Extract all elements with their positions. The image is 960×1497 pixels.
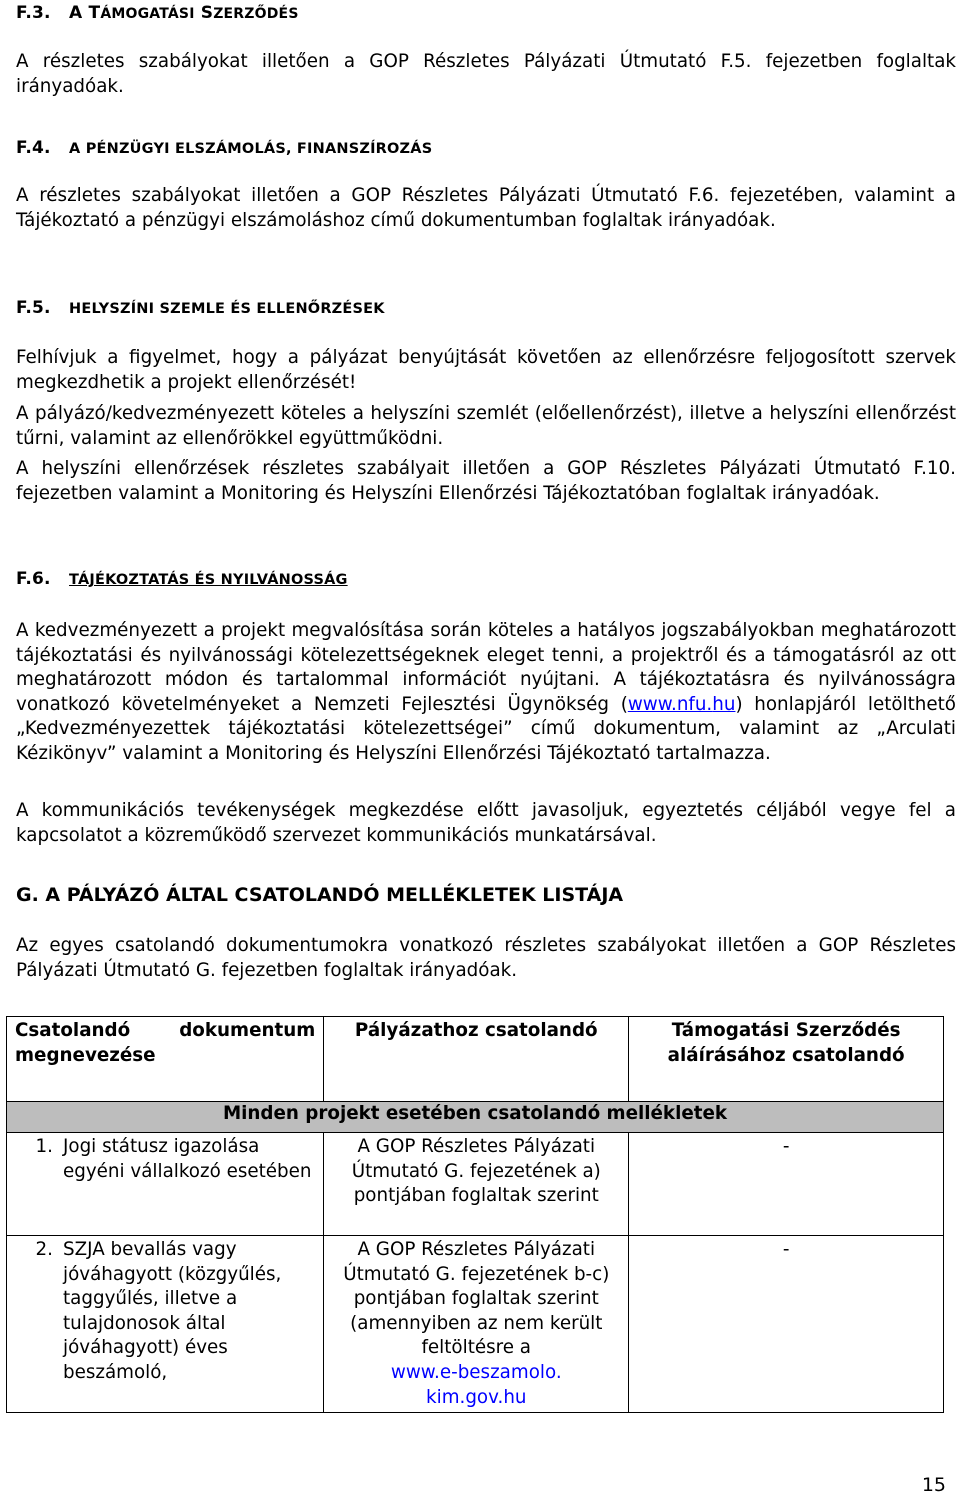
table-subheader: Minden projekt esetében csatolandó mellékletek <box>7 1102 944 1133</box>
row-number: 2. <box>35 1239 53 1260</box>
contract-cell: - <box>629 1236 944 1413</box>
section-title-part: S <box>194 3 214 23</box>
doc-name: Jogi státusz igazolása egyéni vállalkozó esetében <box>63 1136 312 1182</box>
table-header-document: Csatolandó dokumentum megnevezése <box>7 1017 324 1102</box>
section-heading-f4 <box>16 138 432 158</box>
paragraph: A részletes szabályokat illetően a GOP Részletes Pályázati Útmutató F.6. fejezetében, valamint a Tájékoztató a pénzügyi elszámoláshoz című dokumentumban foglaltak irányadóak. <box>16 185 956 231</box>
application-cell <box>324 1236 629 1413</box>
section-number: F.5. <box>16 298 51 318</box>
page-number: 15 <box>921 1474 946 1496</box>
contract-cell: - <box>629 1133 944 1236</box>
section-title: A PÉNZÜGYI ELSZÁMOLÁS, FINANSZÍROZÁS <box>69 141 433 157</box>
table-header-contract: Támogatási Szerződés aláírásához csatolandó <box>629 1017 944 1102</box>
section-heading-f5 <box>16 298 385 318</box>
paragraph: A helyszíni ellenőrzések részletes szabályait illetően a GOP Részletes Pályázati Útmutató F.10. fejezetben valamint a Monitoring és Helyszíni Ellenőrzési Tájékoztatóban foglaltak irányadóak. <box>16 458 956 504</box>
paragraph: A részletes szabályokat illetően a GOP Részletes Pályázati Útmutató F.5. fejezetben foglaltak irányadóak. <box>16 51 956 97</box>
section-heading-f3 <box>16 3 299 23</box>
section-number: F.4. <box>16 138 51 158</box>
row-number: 1. <box>35 1136 53 1157</box>
section-title-part: ZERZŐDÉS <box>213 6 299 22</box>
section-title-part: A T <box>69 3 101 23</box>
table-row <box>7 1236 944 1413</box>
e-beszamolo-link-domain[interactable]: kim.gov.hu <box>426 1386 527 1408</box>
table-row <box>7 1133 944 1236</box>
section-number: F.3. <box>16 3 51 23</box>
doc-cell <box>7 1133 324 1236</box>
section-title: HELYSZÍNI SZEMLE ÉS ELLENŐRZÉSEK <box>69 301 385 317</box>
e-beszamolo-link[interactable]: www.e-beszamolo. <box>390 1361 562 1383</box>
doc-cell <box>7 1236 324 1413</box>
paragraph-text: A kedvezményezett a projekt megvalósítása során köteles a hatályos jogszabályokban meghatározott tájékoztatási és nyilvánossági kötelezettségeknek eleget tenni, a projektről és a támogatásról az ott meghatározott módon és tartalommal információt nyújtani. A tájékoztatásra és nyilvánosságra vonatkozó követelményeket a Nemzeti Fejlesztési Ügynökség ( <box>16 620 956 715</box>
section-title-part: ÁMOGATÁSI <box>100 6 195 22</box>
paragraph: A pályázó/kedvezményezett köteles a helyszíni szemlét (előellenőrzést), illetve a helyszíni ellenőrzést tűrni, valamint az ellenőrökkel együttműködni. <box>16 403 956 449</box>
section-number: F.6. <box>16 569 51 589</box>
section-title: TÁJÉKOZTATÁS ÉS NYILVÁNOSSÁG <box>69 572 348 588</box>
doc-name: SZJA bevallás vagy jóváhagyott (közgyűlés, taggyűlés, illetve a tulajdonosok által jóváhagyott) éves beszámoló, <box>63 1239 282 1383</box>
application-cell: A GOP Részletes Pályázati Útmutató G. fejezetének a) pontjában foglaltak szerint <box>324 1133 629 1236</box>
paragraph: Az egyes csatolandó dokumentumokra vonatkozó részletes szabályokat illetően a GOP Részletes Pályázati Útmutató G. fejezetben foglaltak irányadóak. <box>16 935 956 981</box>
paragraph <box>16 619 956 767</box>
table-subheader-row <box>7 1102 944 1133</box>
attachments-table <box>6 1016 944 1413</box>
paragraph: Felhívjuk a figyelmet, hogy a pályázat benyújtását követően az ellenőrzésre feljogosított szervek megkezdhetik a projekt ellenőrzését! <box>16 347 956 393</box>
nfu-link[interactable]: www.nfu. <box>627 693 713 715</box>
nfu-link-tld[interactable]: hu <box>712 693 736 715</box>
section-heading-f6 <box>16 569 348 589</box>
paragraph: A kommunikációs tevékenységek megkezdése előtt javasoljuk, egyeztetés céljából vegye fel a kapcsolatot a közreműködő szervezet kommunikációs munkatársával. <box>16 800 956 846</box>
table-header-application: Pályázathoz csatolandó <box>324 1017 629 1102</box>
application-text: A GOP Részletes Pályázati Útmutató G. fejezetének b-c) pontjában foglaltak szerint (amennyiben az nem került feltöltésre a <box>343 1239 610 1359</box>
paragraph-text: ) honlapjáról letölthető „Kedvezményezettek tájékoztatási kötelezettségei” című dokumentum, valamint az „Arculati Kézikönyv” valamint a Monitoring és Helyszíni Ellenőrzési Tájékoztató tartalmazza. <box>16 693 956 764</box>
chapter-heading-g: G. A PÁLYÁZÓ ÁLTAL CSATOLANDÓ MELLÉKLETEK LISTÁJA <box>16 884 624 906</box>
table-header-row <box>7 1017 944 1102</box>
